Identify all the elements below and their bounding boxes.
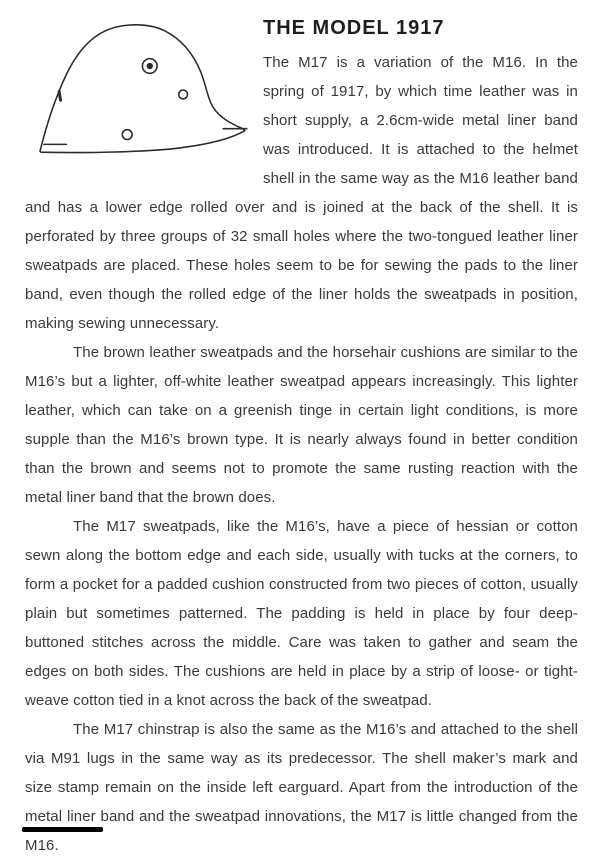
ventilation-lug-center [147, 63, 153, 69]
paragraph-segment: The M17 chinstrap is also the same as the M16’s and attached to the shell via M91 lugs in the same way as its predecessor. The shell maker’s mark and size stamp remain on the inside left earguard. Apart from the introduction of the [25, 721, 578, 796]
marker-underlined-word-liner: liner [66, 808, 96, 825]
shell-hole-upper [179, 90, 188, 99]
m17-helmet-illustration [25, 16, 251, 163]
helmet-illustration-figure [25, 16, 257, 188]
shell-hole-lower [122, 130, 132, 140]
section-title: THE MODEL 1917 [263, 17, 445, 39]
body-paragraph-4 [25, 715, 578, 860]
front-rivet-tick [59, 91, 60, 100]
body-paragraph-2: The brown leather sweatpads and the horsehair cushions are similar to the M16’s but a lighter, off-white leather sweatpad appears increasingly. This lighter leather, which can take on a greenish tinge in certain light conditions, is more supple than the M16’s brown type. It is nearly always found in better condition than the brown and seems not to promote the same rusting reaction with the metal liner band that the brown does. [25, 344, 578, 506]
paragraph-segment: band and the sweatpad innovations, the M17 is little changed from the M16. [25, 808, 578, 854]
marker-underlined-word-metal: metal [25, 808, 63, 825]
body-paragraph-1: The M17 is a variation of the M16. In the spring of 1917, by which time leather was in short supply, a 2.6cm-wide metal liner band was introduced. It is attached to the helmet shell in the same way as the M16 leather band and has a lower edge rolled over and is joined at the back of the shell. It is perforated by three groups of 32 small holes where the two-tongued leather liner sweatpads are placed. These holes seem to be for sewing the pads to the liner band, even though the rolled edge of the liner holds the sweatpads in position, making sewing unnecessary. [25, 54, 578, 332]
helmet-outline [40, 25, 245, 153]
body-paragraph-3: The M17 sweatpads, like the M16’s, have a piece of hessian or cotton sewn along the bottom edge and each side, usually with tucks at the corners, to form a pocket for a padded cushion constructed from two pieces of cotton, usually plain but sometimes patterned. The padding is held in place by four deep-buttoned stitches across the middle. Care was taken to gather and seam the edges on both sides. The cushions are held in place by a strip of loose- or tight-weave cotton tied in a knot across the back of the sweatpad. [25, 518, 578, 709]
